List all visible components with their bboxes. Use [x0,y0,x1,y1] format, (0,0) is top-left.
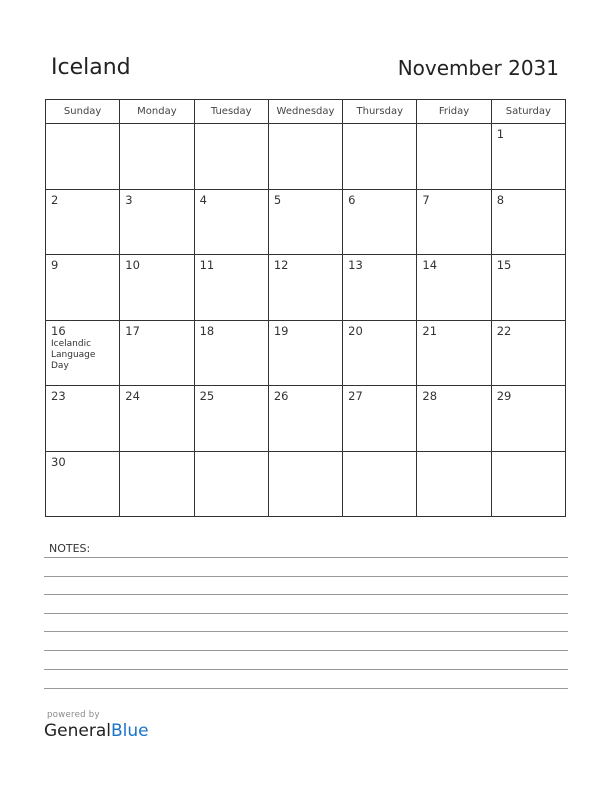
note-line [44,613,568,614]
day-cell [46,124,120,190]
day-cell [417,189,491,255]
day-cell [194,320,268,386]
day-cell [46,189,120,255]
note-line [44,669,568,670]
week-row [46,124,566,190]
day-number: 13 [348,258,363,272]
brand-logo [44,721,149,741]
day-cell [343,320,417,386]
day-number: 29 [496,389,512,403]
weekday-sunday: Sunday [46,100,120,124]
day-cell [417,386,491,452]
day-number: 11 [199,258,215,272]
day-cell [343,255,417,321]
week-row [46,320,566,386]
day-number: 6 [348,192,356,207]
day-number: 1 [496,127,505,141]
weekday-friday: Friday [417,100,491,124]
day-number: 18 [199,323,215,338]
day-number: 24 [125,389,140,403]
day-number: 8 [496,192,505,207]
day-cell [491,320,565,386]
day-number: 14 [422,258,438,272]
day-number: 30 [51,454,66,469]
day-number: 17 [125,323,140,338]
day-cell [491,386,565,452]
day-number: 21 [422,323,438,338]
weekday-thursday: Thursday [343,100,417,124]
note-line [44,650,568,651]
day-number: 4 [199,192,207,207]
day-cell [46,386,120,452]
day-number: 7 [422,192,430,207]
day-cell [120,255,194,321]
day-number: 22 [496,323,512,338]
day-cell [268,189,342,255]
brand-general: General [44,721,111,741]
day-number: 23 [51,389,66,403]
day-cell [194,451,268,517]
weekday-tuesday: Tuesday [194,100,268,124]
day-cell [343,124,417,190]
week-row [46,255,566,321]
note-line [44,576,568,577]
day-cell [491,189,565,255]
brand-blue: Blue [111,721,149,741]
day-cell [46,451,120,517]
weekday-saturday: Saturday [491,100,565,124]
day-number: 16 [51,323,66,338]
day-cell [343,451,417,517]
day-cell [268,255,342,321]
weekday-wednesday: Wednesday [268,100,342,124]
day-cell [343,189,417,255]
day-number: 2 [51,192,59,207]
day-cell [343,386,417,452]
day-number: 19 [273,323,289,338]
day-cell [46,255,120,321]
day-number: 5 [273,192,282,207]
day-cell [417,320,491,386]
day-cell [417,255,491,321]
day-cell [491,255,565,321]
day-cell [194,189,268,255]
calendar-grid [45,99,566,517]
day-number: 12 [273,258,289,272]
day-cell [491,124,565,190]
day-cell [194,255,268,321]
day-cell [46,320,120,386]
day-cell [120,124,194,190]
day-cell [120,451,194,517]
day-number: 26 [273,389,289,403]
day-number: 15 [496,258,512,272]
day-number: 20 [348,323,363,338]
note-line [44,631,568,632]
note-line [44,688,568,689]
day-cell [491,451,565,517]
weekday-header-row [46,100,566,124]
day-number: 10 [125,258,140,272]
day-cell [120,386,194,452]
holiday-label: Icelandic Language Day [51,338,96,371]
day-cell [417,451,491,517]
day-number: 25 [199,389,215,403]
day-cell [194,386,268,452]
note-line [44,594,568,595]
day-cell [194,124,268,190]
day-number: 9 [51,258,59,272]
weekday-monday: Monday [120,100,194,124]
week-row [46,451,566,517]
week-row [46,386,566,452]
note-line [44,557,568,558]
day-cell [268,386,342,452]
powered-by-text: powered by [47,710,100,720]
week-row [46,189,566,255]
day-cell [120,189,194,255]
notes-label: NOTES: [49,542,91,555]
day-number: 28 [422,389,438,403]
country-title: Iceland [51,55,131,80]
day-cell [120,320,194,386]
month-year-title: November 2031 [397,56,559,80]
day-cell [268,451,342,517]
day-number: 3 [125,192,133,207]
day-number: 27 [348,389,363,403]
day-cell [268,320,342,386]
day-cell [417,124,491,190]
day-cell [268,124,342,190]
